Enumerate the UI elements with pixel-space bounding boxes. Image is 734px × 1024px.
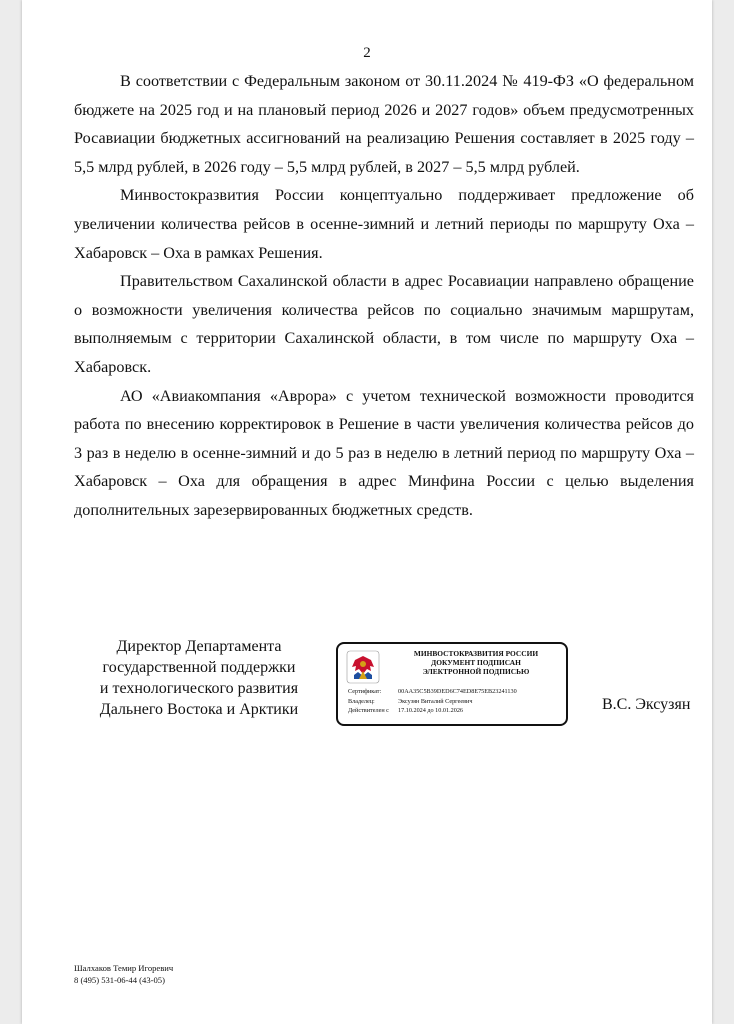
paragraph-sakhalin-request: Правительством Сахалинской области в адрес Росавиации направлено обращение о возможности увеличения количества рейсов по социально значимым маршрутам, выполняемым с территории Сахалинской области, в том числе по маршруту Оха – Хабаровск.: [74, 272, 694, 376]
document-page: [22, 0, 712, 1024]
stamp-header: [388, 649, 564, 676]
executor-phone: 8 (495) 531-06-44 (43-05): [74, 975, 165, 985]
stamp-value: Эксузян Виталий Сергеевич: [398, 697, 473, 705]
document-body: [74, 67, 694, 525]
stamp-row-owner: [348, 697, 564, 707]
stamp-header-line: МИНВОСТОКРАЗВИТИЯ РОССИИ: [413, 649, 539, 658]
signatory-title-line: государственной поддержки: [102, 659, 296, 676]
signatory-title-line: Дальнего Востока и Арктики: [99, 701, 299, 718]
stamp-label: Действителен с: [348, 707, 389, 714]
stamp-label: Владелец:: [348, 697, 375, 705]
stamp-header-line: ДОКУМЕНТ ПОДПИСАН: [431, 658, 521, 667]
page-number: 2: [363, 45, 371, 61]
stamp-row-certificate: [348, 687, 564, 697]
coat-of-arms-icon: [346, 650, 380, 684]
paragraph-ministry-support: Минвостокразвития России концептуально поддерживает предложение об увеличении количества рейсов в осенне-зимний и летний периоды по маршруту Оха – Хабаровск – Оха в рамках Решения.: [74, 186, 694, 262]
signatory-name: В.С. Эксузян: [602, 696, 691, 713]
stamp-label: Сертификат:: [348, 688, 382, 695]
executor-info: [74, 962, 173, 986]
stamp-header-line: ЭЛЕКТРОННОЙ ПОДПИСЬЮ: [422, 667, 530, 676]
stamp-row-validity: [348, 706, 564, 716]
executor-name: Шалхаков Темир Игоревич: [74, 963, 174, 973]
stamp-value: 00AA35C5B39DED6C74ED8E75EB23241130: [398, 688, 517, 695]
signatory-title: [84, 636, 314, 720]
stamp-details: [348, 687, 564, 716]
paragraph-budget: В соответствии с Федеральным законом от 30.11.2024 № 419-ФЗ «О федеральном бюджете на 2025 год и на плановый период 2026 и 2027 годов» объем предусмотренных Росавиации бюджетных ассигнований на реализацию Решения составляет в 2025 году – 5,5 млрд рублей, в 2026 году – 5,5 млрд рублей, в 2027 – 5,5 млрд рублей.: [74, 72, 694, 176]
signatory-title-line: Директор Департамента: [116, 638, 282, 655]
stamp-value: 17.10.2024 до 10.01.2026: [398, 707, 464, 714]
electronic-signature-stamp: [336, 642, 568, 726]
paragraph-aurora-airline: АО «Авиакомпания «Аврора» с учетом технической возможности проводится работа по внесению корректировок в Решение в части увеличения количества рейсов до 3 раз в неделю в осенне-зимний и до 5 раз в неделю в летний период по маршруту Оха – Хабаровск – Оха для обращения в адрес Минфина России с целью выделения дополнительных зарезервированных бюджетных средств.: [74, 386, 694, 519]
signatory-title-line: и технологического развития: [99, 680, 299, 697]
